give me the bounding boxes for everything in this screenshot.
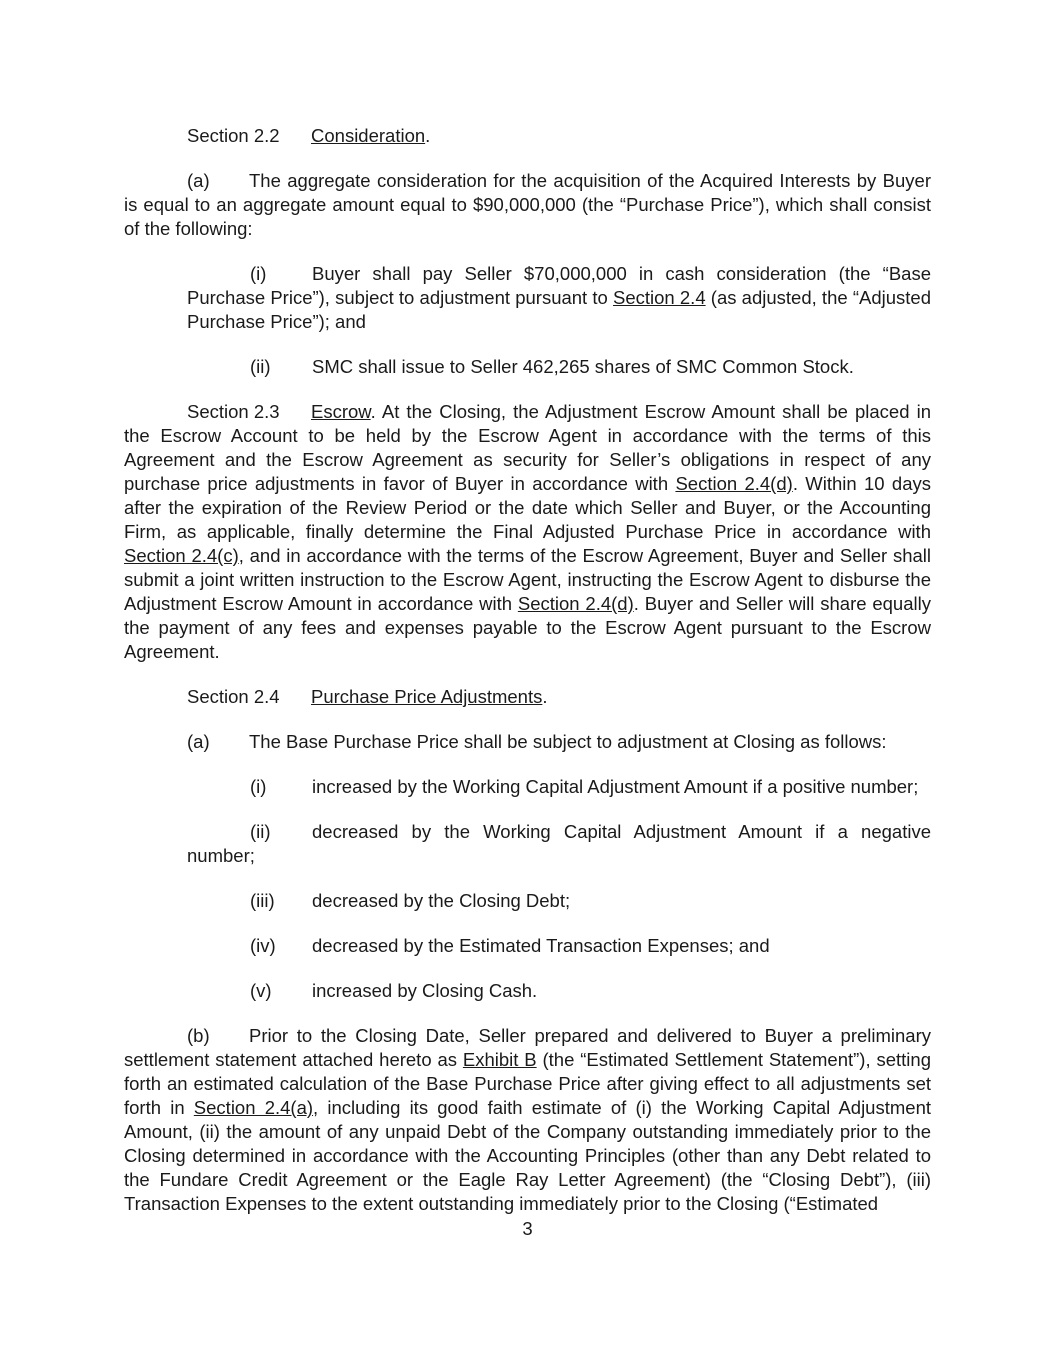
paragraph-text: The aggregate consideration for the acquisition of the Acquired Interests by Buyer is equal to an aggregate amount equal to $90,000,000 (the “Purchase Price”), which shall consist of the following: — [124, 170, 931, 239]
exhibit-link[interactable]: Exhibit B — [462, 1049, 537, 1070]
section-2-4-heading: Section 2.4 Purchase Price Adjustments. — [187, 686, 548, 707]
paragraph-2-2-a-ii — [124, 355, 931, 379]
section-title: Escrow — [311, 401, 371, 422]
paragraph-number: (a) — [187, 170, 210, 191]
cross-reference-link[interactable]: Section 2.4 — [613, 287, 706, 308]
list-item-number: (i) — [250, 776, 267, 797]
page-number: 3 — [522, 1218, 533, 1239]
paragraph-text: SMC shall issue to Seller 462,265 shares of SMC Common Stock. — [312, 356, 854, 377]
document-page — [124, 124, 931, 1237]
list-item-text: decreased by the Estimated Transaction Expenses; and — [312, 935, 770, 956]
section-title: Purchase Price Adjustments — [311, 686, 543, 707]
list-item — [124, 820, 931, 868]
list-item — [124, 775, 931, 799]
list-item-text: decreased by the Working Capital Adjustment Amount if a negative number; — [187, 821, 931, 866]
paragraph-number: (b) — [187, 1025, 210, 1046]
list-item-text: increased by Closing Cash. — [312, 980, 538, 1001]
list-item-number: (iv) — [250, 935, 276, 956]
paragraph-number: (a) — [187, 731, 210, 752]
section-label: Section 2.4 — [187, 686, 280, 707]
section-title: Consideration — [311, 125, 426, 146]
list-item-number: (v) — [250, 980, 272, 1001]
cross-reference-link[interactable]: Section 2.4(d) — [517, 593, 634, 614]
list-item-text: decreased by the Closing Debt; — [312, 890, 571, 911]
list-item-number: (iii) — [250, 890, 275, 911]
paragraph-2-2-a — [124, 169, 931, 241]
paragraph-number: (i) — [250, 263, 267, 284]
list-item — [124, 979, 931, 1003]
paragraph-2-2-a-i: (i) Buyer shall pay Seller $70,000,000 in cash consideration (the “Base Purchase Price”), subject to adjustment pursuant to Section 2.4 (as adjusted, the “Adjusted Purchase Price”); and — [187, 263, 931, 332]
section-2-3-paragraph: Section 2.3 Escrow. At the Closing, the Adjustment Escrow Amount shall be placed in the Escrow Account to be held by the Escrow Agent in accordance with the terms of this Agreement and the Escrow Agreement as security for Seller’s obligations in respect of any purchase price adjustments in favor of Buyer in accordance with Section 2.4(d). Within 10 days after the expiration of the Review Period or the date which Seller and Buyer, or the Accounting Firm, as applicable, finally determine the Final Adjusted Purchase Price in accordance with Section 2.4(c), and in accordance with the terms of the Escrow Agreement, Buyer and Seller shall submit a joint written instruction to the Escrow Agent, instructing the Escrow Agent to disburse the Adjustment Escrow Amount in accordance with Section 2.4(d). Buyer and Seller will share equally the payment of any fees and expenses payable to the Escrow Agent pursuant to the Escrow Agreement. — [124, 401, 932, 662]
list-item — [124, 934, 931, 958]
cross-reference-link[interactable]: Section 2.4(c) — [124, 545, 239, 566]
list-item-number: (ii) — [250, 821, 271, 842]
cross-reference-link[interactable]: Section 2.4(a) — [193, 1097, 314, 1118]
paragraph-2-4-b: (b) Prior to the Closing Date, Seller prepared and delivered to Buyer a preliminary settlement statement attached hereto as Exhibit B (the “Estimated Settlement Statement”), setting forth an estimated calculation of the Base Purchase Price after giving effect to all adjustments set forth in Section 2.4(a), including its good faith estimate of (i) the Working Capital Adjustment Amount, (ii) the amount of any unpaid Debt of the Company outstanding immediately prior to the Closing determined in accordance with the Accounting Principles (other than any Debt related to the Fundare Credit Agreement or the Eagle Ray Letter Agreement) (the “Closing Debt”), (iii) Transaction Expenses to the extent outstanding immediately prior to the Closing (“Estimated — [124, 1025, 931, 1214]
list-item-text: increased by the Working Capital Adjustment Amount if a positive number; — [312, 776, 919, 797]
section-label: Section 2.2 — [187, 125, 280, 146]
section-label: Section 2.3 — [187, 401, 280, 422]
cross-reference-link[interactable]: Section 2.4(d) — [675, 473, 793, 494]
paragraph-2-4-a — [124, 730, 931, 754]
paragraph-number: (ii) — [250, 356, 271, 377]
list-item — [124, 889, 931, 913]
paragraph-text: The Base Purchase Price shall be subject to adjustment at Closing as follows: — [249, 731, 887, 752]
section-2-2-heading: Section 2.2 Consideration. — [187, 125, 431, 146]
